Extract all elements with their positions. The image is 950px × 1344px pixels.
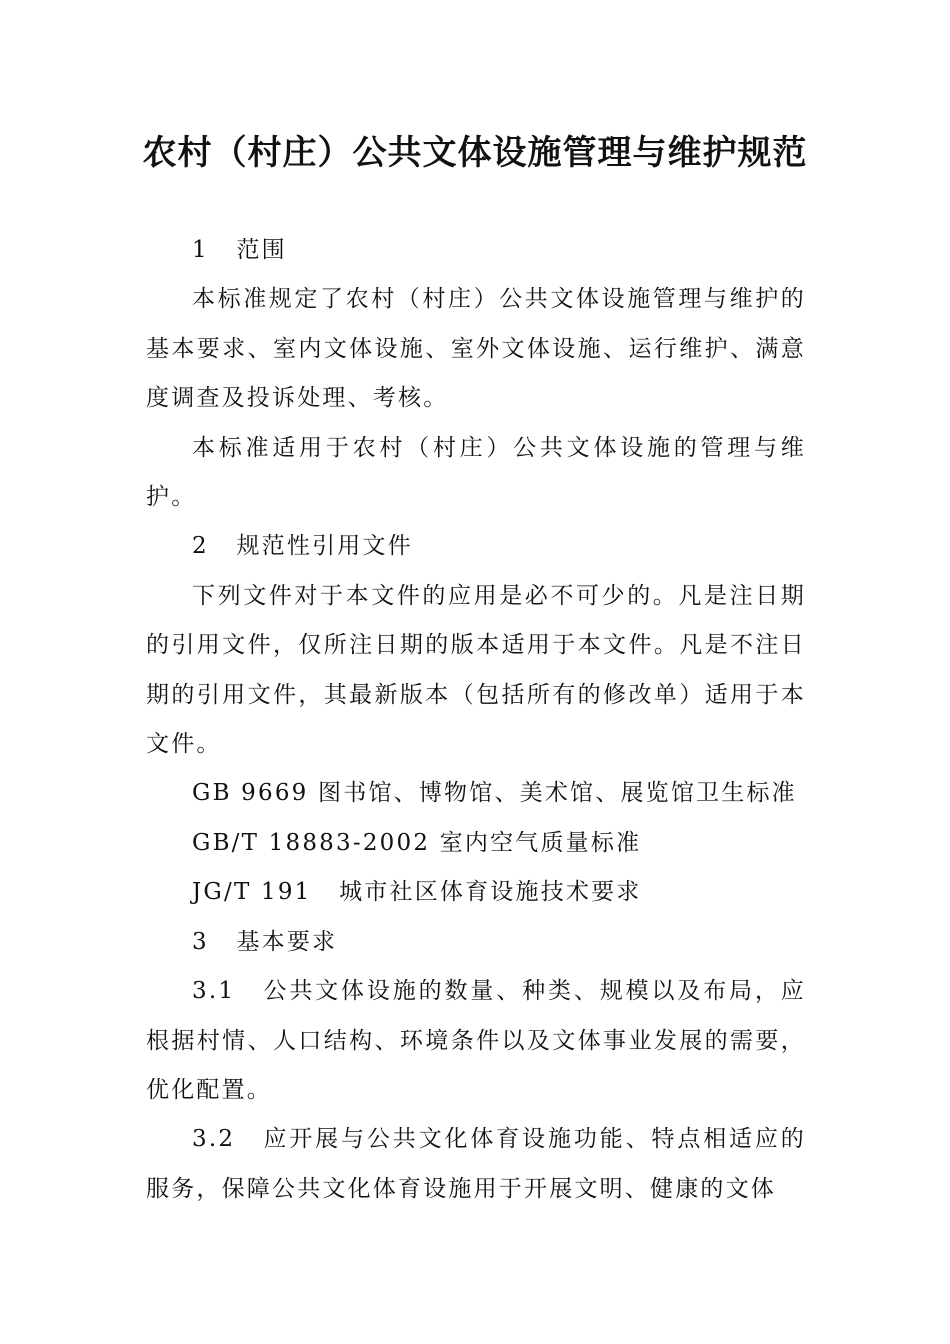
reference-title: 室内空气质量标准	[439, 829, 642, 856]
section-title: 基本要求	[236, 928, 338, 955]
paragraph: 下列文件对于本文件的应用是必不可少的。凡是注日期的引用文件，仅所注日期的版本适用于本文件。凡是不注日期的引用文件，其最新版本（包括所有的修改单）适用于本文件。	[146, 582, 806, 758]
section-heading	[146, 918, 806, 967]
reference-code: GB/T 18883-2002	[192, 829, 431, 856]
section-number: 3	[192, 928, 209, 955]
section-number: 2	[192, 533, 209, 560]
clause-number: 3.1	[192, 978, 236, 1005]
section-title: 范围	[236, 237, 287, 263]
reference-item	[146, 819, 806, 868]
paragraph: 本标准适用于农村（村庄）公共文体设施的管理与维护。	[146, 434, 806, 511]
clause	[146, 967, 806, 1115]
clause-number: 3.2	[192, 1126, 236, 1153]
document-body	[146, 226, 806, 1214]
section-heading	[146, 226, 806, 275]
section-title: 规范性引用文件	[236, 533, 413, 560]
document-title: 农村（村庄）公共文体设施管理与维护规范	[142, 133, 808, 173]
clause-text: 应开展与公共文化体育设施功能、特点相适应的服务，保障公共文化体育设施用于开展文明、健康的文体	[146, 1126, 806, 1202]
reference-code: GB 9669	[192, 780, 309, 807]
section-heading	[146, 522, 806, 571]
clause-text: 公共文体设施的数量、种类、规模以及布局，应根据村情、人口结构、环境条件以及文体事业发展的需要，优化配置。	[146, 978, 806, 1103]
reference-item	[146, 769, 806, 818]
paragraph: 本标准规定了农村（村庄）公共文体设施管理与维护的基本要求、室内文体设施、室外文体设施、运行维护、满意度调查及投诉处理、考核。	[146, 286, 806, 412]
clause	[146, 1115, 806, 1214]
reference-title: 城市社区体育设施技术要求	[339, 879, 642, 906]
section-number: 1	[192, 237, 209, 263]
reference-item	[146, 868, 806, 917]
reference-code: JG/T 191	[192, 879, 312, 906]
reference-title: 图书馆、博物馆、美术馆、展览馆卫生标准	[318, 780, 797, 807]
